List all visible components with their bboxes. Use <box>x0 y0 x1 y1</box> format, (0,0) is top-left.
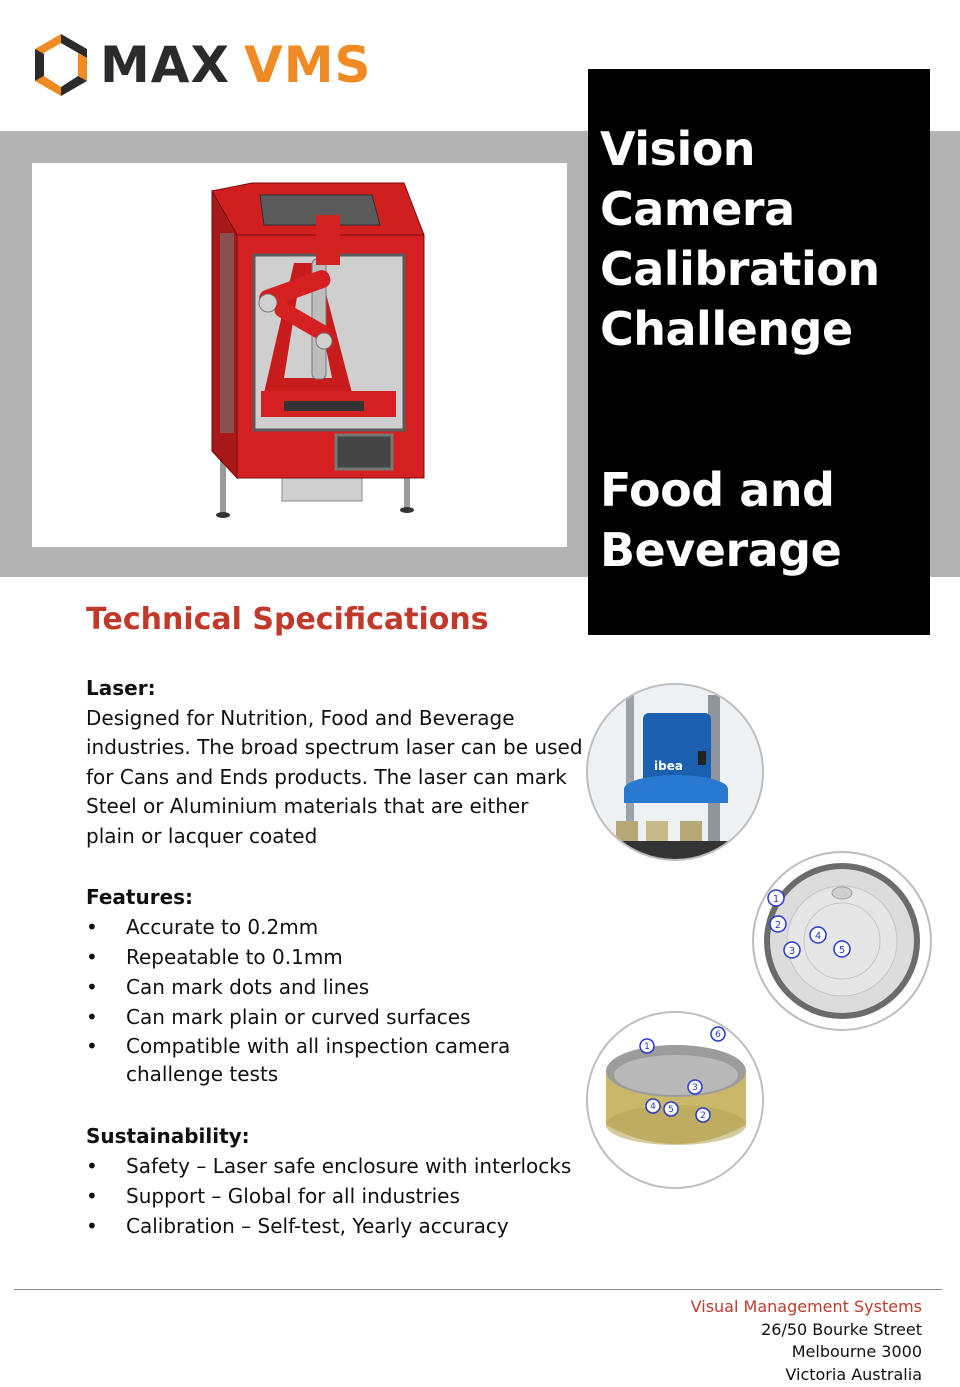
list-item-text: Compatible with all inspection camera challenge tests <box>126 1034 511 1086</box>
list-item: • Can mark dots and lines <box>86 975 370 999</box>
title-line-3: Calibration <box>600 242 880 296</box>
list-item-text: Can mark plain or curved surfaces <box>126 1005 471 1029</box>
features-heading: Features: <box>86 885 194 909</box>
laser-section <box>86 674 583 851</box>
can-marker: 2 <box>700 1111 706 1121</box>
logo-mark-icon <box>30 32 92 98</box>
logo-text-vms: VMS <box>244 36 372 94</box>
title-line-1: Vision <box>600 122 756 176</box>
can-marker: 5 <box>668 1105 674 1115</box>
section-title: Technical Specifications <box>86 602 489 637</box>
list-item: • Repeatable to 0.1mm <box>86 945 343 969</box>
lid-marker: 3 <box>788 946 796 957</box>
footer-company: Visual Management Systems <box>690 1297 922 1316</box>
features-list <box>86 912 556 1088</box>
can-marker: 3 <box>692 1083 698 1093</box>
title-line-2: Camera <box>600 182 795 236</box>
laser-line: plain or lacquer coated <box>86 823 318 848</box>
list-item: • Calibration – Self-test, Yearly accuracy <box>86 1214 509 1238</box>
footer-divider <box>14 1289 942 1290</box>
lid-marker: 2 <box>774 920 782 931</box>
machine-image <box>32 163 567 547</box>
footer-address-line: 26/50 Bourke Street <box>761 1319 922 1339</box>
logo-text-max: MAX <box>100 36 231 94</box>
subtitle-line-1: Food and <box>600 463 835 517</box>
subtitle-line-2: Beverage <box>600 523 842 577</box>
laser-line: industries. The broad spectrum laser can be used <box>86 735 583 759</box>
laser-enclosure-illustration <box>32 163 567 547</box>
list-item: • Can mark plain or curved surfaces <box>86 1005 471 1029</box>
list-item-text: Repeatable to 0.1mm <box>126 945 343 969</box>
list-item-text: Accurate to 0.2mm <box>126 915 319 939</box>
list-item: • Accurate to 0.2mm <box>86 915 319 939</box>
laser-head-photo <box>586 683 764 861</box>
list-item-text: Can mark dots and lines <box>126 975 370 999</box>
title-panel <box>588 69 930 635</box>
lid-marker: 1 <box>772 894 780 905</box>
list-item-text: Support – Global for all industries <box>126 1184 460 1208</box>
list-item: • Compatible with all inspection camera challenge tests <box>86 1034 511 1086</box>
list-item-text: Safety – Laser safe enclosure with interlocks <box>126 1154 572 1178</box>
sustainability-label <box>86 1122 250 1152</box>
title-line-4: Challenge <box>600 302 853 356</box>
brand-text: ibea <box>654 759 683 773</box>
can-marker: 4 <box>650 1102 656 1112</box>
list-item: • Support – Global for all industries <box>86 1184 460 1208</box>
laser-label: Laser: <box>86 676 156 700</box>
list-item-text: Calibration – Self-test, Yearly accuracy <box>126 1214 509 1238</box>
footer-address-line: Melbourne 3000 <box>791 1342 922 1361</box>
sustainability-list <box>86 1151 586 1241</box>
lid-marker: 4 <box>814 931 822 942</box>
laser-line: for Cans and Ends products. The laser can mark <box>86 764 567 789</box>
can-marker: 6 <box>715 1030 721 1040</box>
laser-line: Steel or Aluminium materials that are either <box>86 794 529 818</box>
list-item: • Safety – Laser safe enclosure with interlocks <box>86 1154 572 1178</box>
footer-address <box>691 1296 922 1386</box>
lid-marker: 5 <box>838 945 846 956</box>
open-can-photo <box>586 1011 764 1189</box>
sustainability-heading: Sustainability: <box>86 1124 250 1148</box>
features-label <box>86 883 193 913</box>
can-lid-photo <box>752 851 932 1031</box>
can-marker: 1 <box>644 1042 650 1052</box>
brand-logo <box>30 30 371 100</box>
laser-line: Designed for Nutrition, Food and Beverage <box>86 705 515 730</box>
footer-address-line: Victoria Australia <box>785 1364 922 1384</box>
